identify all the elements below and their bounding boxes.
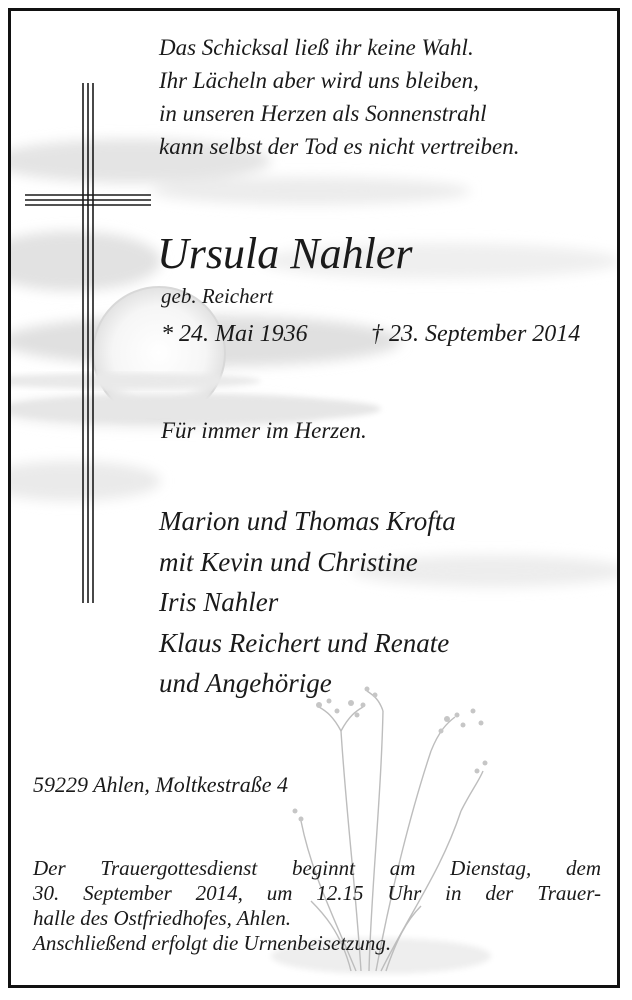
service-line: halle des Ostfriedhofes, Ahlen. — [33, 906, 291, 930]
mourner-line: Iris Nahler — [159, 587, 279, 617]
birth-name: geb. Reichert — [161, 284, 273, 308]
service-line: Anschließend erfolgt die Urnenbeisetzung. — [33, 931, 392, 955]
poem-line: kann selbst der Tod es nicht vertreiben. — [159, 134, 520, 159]
service-line: Der Trauergottesdienst beginnt am Dienstag, dem — [33, 856, 601, 880]
service-notice — [33, 856, 601, 956]
birth-date: * 24. Mai 1936 — [161, 321, 308, 347]
motto: Für immer im Herzen. — [161, 418, 367, 443]
deceased-name: Ursula Nahler — [157, 229, 413, 278]
poem — [159, 31, 520, 163]
address: 59229 Ahlen, Moltkestraße 4 — [33, 772, 288, 797]
death-date: † 23. September 2014 — [371, 321, 581, 347]
poem-line: Das Schicksal ließ ihr keine Wahl. — [159, 35, 474, 60]
poem-line: Ihr Lächeln aber wird uns bleiben, — [159, 68, 479, 93]
mourner-line: mit Kevin und Christine — [159, 546, 418, 577]
mourners-list — [159, 501, 456, 704]
mourner-line: und Angehörige — [159, 668, 332, 698]
poem-line: in unseren Herzen als Sonnenstrahl — [159, 101, 487, 126]
obituary-frame — [8, 8, 620, 988]
mourner-line: Klaus Reichert und Renate — [159, 627, 450, 658]
grass-seeds — [293, 687, 488, 822]
service-line: 30. September 2014, um 12.15 Uhr in der Trauer- — [33, 881, 601, 905]
mourner-line: Marion und Thomas Krofta — [159, 506, 456, 536]
